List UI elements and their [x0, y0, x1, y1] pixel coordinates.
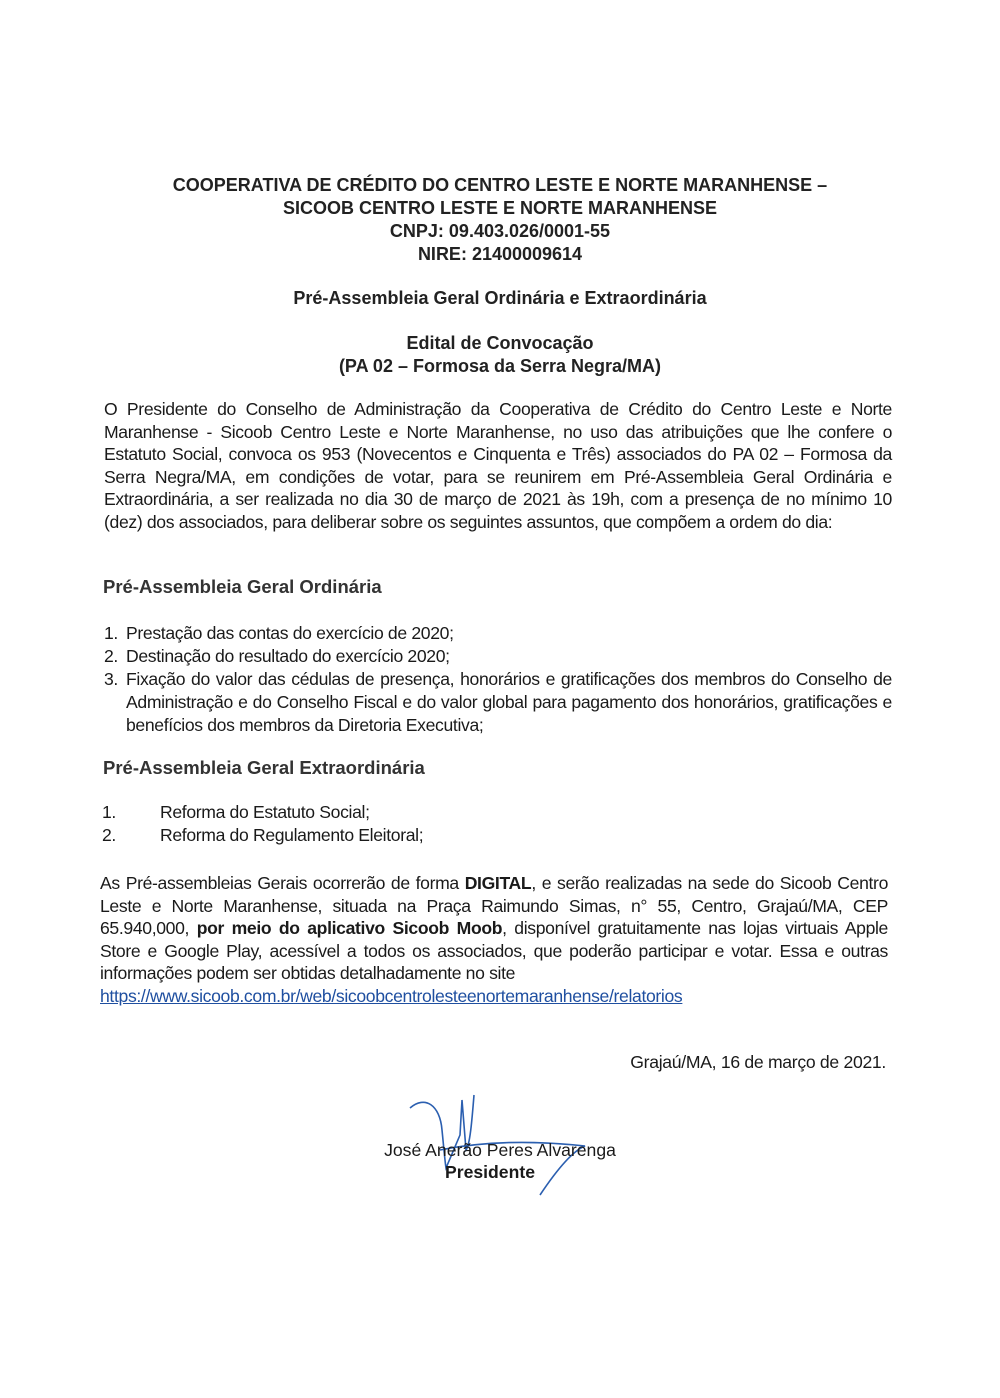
closing-paragraph	[100, 872, 888, 1007]
item-number: 3.	[104, 669, 118, 689]
signature-block	[300, 1139, 700, 1183]
closing-bold-app: por meio do aplicativo Sicoob Moob	[196, 918, 503, 938]
list-item	[102, 824, 890, 847]
org-name-line2: SICOOB CENTRO LESTE E NORTE MARANHENSE	[282, 198, 718, 218]
document-subtitle: Pré-Assembleia Geral Ordinária e Extraordinária	[293, 288, 707, 308]
closing-text: , disponível gratuitamente nas lojas virtuais Apple Store e Google Play, acessível a todos os associados, que poderão participar e votar. Essa e outras informações podem ser obtidas detalhadamente no site	[100, 918, 888, 983]
item-text: Destinação do resultado do exercício 2020;	[126, 646, 450, 666]
signatory-role: Presidente	[445, 1162, 535, 1182]
ordinaria-list	[104, 622, 892, 737]
date-place: Grajaú/MA, 16 de março de 2021.	[630, 1052, 886, 1072]
nire: NIRE: 21400009614	[417, 244, 583, 264]
cnpj: CNPJ: 09.403.026/0001-55	[389, 221, 611, 241]
edital-title: Edital de Convocação	[406, 333, 594, 353]
list-item	[104, 622, 892, 645]
intro-paragraph: O Presidente do Conselho de Administração da Cooperativa de Crédito do Centro Leste e Norte Maranhense - Sicoob Centro Leste e Norte Maranhense, no uso das atribuições que lhe confere o Estatuto Social, convoca os 953 (Novecentos e Cinquenta e Três) associados do PA 02 – Formosa da Serra Negra/MA, em condições de votar, para se reunirem em Pré-Assembleia Geral Ordinária e Extraordinária, a ser realizada no dia 30 de março de 2021 às 19h, com a presença de no mínimo 10 (dez) dos associados, para deliberar sobre os seguintes assuntos, que compõem a ordem do dia:	[104, 399, 892, 532]
item-number: 2.	[102, 825, 116, 845]
signatory-name: José Anerão Peres Alvarenga	[384, 1140, 616, 1160]
extraordinaria-list	[102, 801, 890, 847]
edital-subtitle: (PA 02 – Formosa da Serra Negra/MA)	[338, 356, 662, 376]
closing-bold-digital: DIGITAL	[464, 873, 532, 893]
item-number: 1.	[102, 802, 116, 822]
closing-text: , e serão realizadas na sede do Sicoob Centro Leste e Norte Maranhense, situada na Praça Raimundo Simas, n° 55, Centro, Grajaú/MA, CEP 65.940,000,	[100, 873, 888, 938]
item-number: 1.	[104, 623, 118, 643]
list-item	[102, 801, 890, 824]
edital-title-block	[100, 332, 900, 378]
list-item	[104, 668, 892, 737]
closing-text: As Pré-assembleias Gerais ocorrerão de forma	[100, 873, 465, 893]
reports-link[interactable]: https://www.sicoob.com.br/web/sicoobcentrolesteenortemaranhense/relatorios	[100, 985, 683, 1006]
item-text: Fixação do valor das cédulas de presença, honorários e gratificações dos membros do Conselho de Administração e do Conselho Fiscal e do valor global para pagamento dos honorários, gratificações e benefícios dos membros da Diretoria Executiva;	[126, 669, 892, 735]
extraordinaria-heading: Pré-Assembleia Geral Extraordinária	[103, 757, 425, 778]
document-header	[100, 174, 900, 266]
item-text: Reforma do Regulamento Eleitoral;	[160, 825, 424, 845]
item-number: 2.	[104, 646, 118, 666]
item-text: Reforma do Estatuto Social;	[160, 802, 370, 822]
list-item	[104, 645, 892, 668]
ordinaria-heading: Pré-Assembleia Geral Ordinária	[103, 576, 382, 597]
org-name-line1: COOPERATIVA DE CRÉDITO DO CENTRO LESTE E NORTE MARANHENSE –	[172, 175, 828, 195]
item-text: Prestação das contas do exercício de 2020;	[126, 623, 454, 643]
